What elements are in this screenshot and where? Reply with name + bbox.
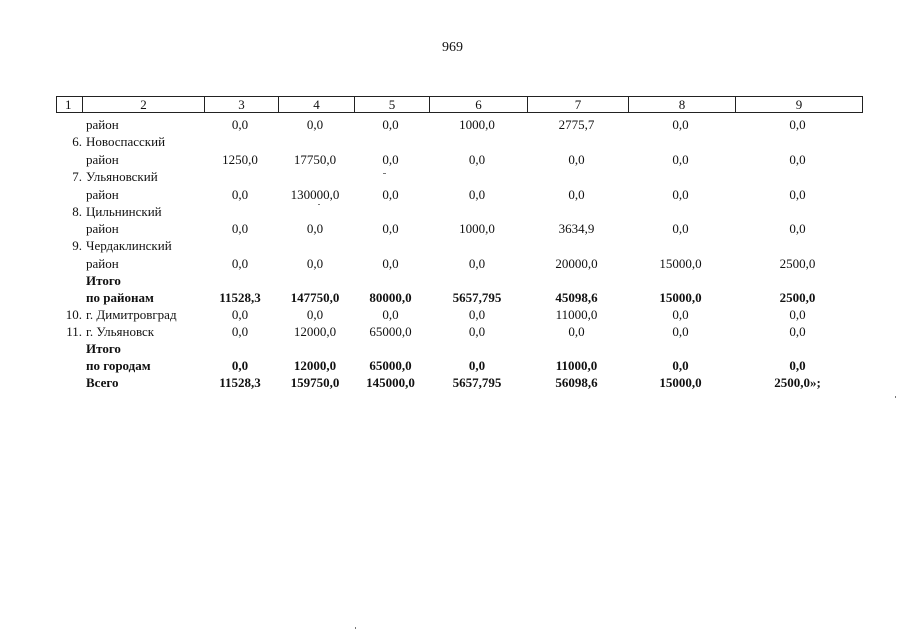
- cell-col-9: 2500,0: [779, 256, 816, 271]
- cell-col-4: 0,0: [306, 307, 324, 322]
- table-row: [0, 220, 905, 237]
- cell-col-7: 20000,0: [555, 256, 598, 271]
- cell-col-5: 65000,0: [369, 324, 412, 339]
- cell-col-8: 0,0: [672, 324, 689, 339]
- cell-col-9: 0,0: [789, 152, 806, 167]
- cell-col-6: 1000,0: [459, 221, 495, 236]
- header-col-1: 1: [65, 97, 72, 112]
- cell-col-9: 0,0: [789, 307, 806, 322]
- table-row: [0, 323, 905, 340]
- cell-col-3: 0,0: [231, 307, 249, 322]
- scan-speck: [355, 627, 356, 629]
- table-row: [0, 237, 905, 254]
- cell-col-6: 0,0: [468, 256, 486, 271]
- cell-col-5: 0,0: [382, 256, 399, 271]
- cell-col-4: 0,0: [306, 117, 324, 132]
- cell-col-9: 0,0: [789, 358, 806, 373]
- cell-col-7: 11000,0: [555, 358, 598, 373]
- cell-col-8: 0,0: [672, 117, 689, 132]
- cell-col-6: 0,0: [468, 187, 486, 202]
- cell-col-4: 130000,0: [290, 187, 340, 202]
- cell-col-8: 0,0: [672, 152, 689, 167]
- cell-col-4: 17750,0: [293, 152, 337, 167]
- cell-col-6: 5657,795: [452, 290, 502, 305]
- cell-col-7: 11000,0: [555, 307, 598, 322]
- table-row: [0, 133, 905, 150]
- cell-col-3: 0,0: [231, 256, 249, 271]
- row-number: 8.: [72, 204, 82, 219]
- table-row: [0, 272, 905, 289]
- row-name: район: [86, 187, 119, 202]
- table-row: [0, 168, 905, 185]
- header-col-3: 3: [204, 97, 278, 112]
- cell-col-9: 0,0: [789, 117, 806, 132]
- cell-col-8: 15000,0: [659, 290, 702, 305]
- row-name: район: [86, 256, 119, 271]
- row-name: район: [86, 117, 119, 132]
- header-col-5: 5: [354, 97, 429, 112]
- header-col-6: 6: [429, 97, 527, 112]
- cell-col-3: 1250,0: [222, 152, 258, 167]
- row-name: г. Димитровград: [86, 307, 177, 322]
- row-name: по районам: [86, 290, 154, 305]
- table-header: [56, 96, 863, 113]
- cell-col-8: 0,0: [672, 187, 689, 202]
- row-name: Новоспасский: [86, 134, 166, 149]
- cell-col-8: 15000,0: [659, 375, 702, 390]
- header-col-2: 2: [82, 97, 204, 112]
- subtotal-row-districts: [0, 289, 905, 306]
- table-row: [0, 186, 905, 203]
- subtotal-label: Итого: [86, 273, 121, 288]
- grand-total-row: [0, 374, 905, 391]
- table-row: [0, 203, 905, 220]
- cell-col-7: 3634,9: [558, 221, 595, 236]
- cell-col-4: 147750,0: [290, 290, 340, 305]
- cell-col-8: 0,0: [672, 358, 689, 373]
- row-name: район: [86, 221, 119, 236]
- cell-col-7: 0,0: [568, 324, 585, 339]
- cell-col-7: 0,0: [568, 152, 585, 167]
- row-name: г. Ульяновск: [86, 324, 155, 339]
- cell-col-4: 159750,0: [290, 375, 340, 390]
- header-col-8: 8: [628, 97, 735, 112]
- cell-col-6: 0,0: [468, 307, 486, 322]
- cell-col-3: 11528,3: [219, 290, 261, 305]
- cell-col-4: 12000,0: [293, 358, 337, 373]
- cell-col-6: 0,0: [468, 324, 486, 339]
- page-number: 969: [442, 40, 463, 55]
- header-col-7: 7: [527, 97, 628, 112]
- row-number: 7.: [72, 169, 82, 184]
- cell-col-3: 11528,3: [219, 375, 261, 390]
- cell-col-7: 0,0: [568, 187, 585, 202]
- cell-col-3: 0,0: [231, 187, 249, 202]
- cell-col-3: 0,0: [231, 117, 249, 132]
- cell-col-7: 56098,6: [555, 375, 598, 390]
- cell-col-5: 0,0: [382, 307, 399, 322]
- cell-col-6: 5657,795: [452, 375, 502, 390]
- cell-col-5: 80000,0: [369, 290, 412, 305]
- table-row: [0, 340, 905, 357]
- cell-col-5: 65000,0: [369, 358, 412, 373]
- row-name: район: [86, 152, 119, 167]
- subtotal-row-cities: [0, 357, 905, 374]
- row-name: Чердаклинский: [86, 238, 172, 253]
- cell-col-5: 0,0: [382, 117, 399, 132]
- cell-col-4: 12000,0: [293, 324, 337, 339]
- table-row: [0, 116, 905, 133]
- row-number: 11.: [66, 324, 82, 339]
- scan-speck: [318, 204, 320, 205]
- row-number: 9.: [72, 238, 82, 253]
- cell-col-7: 2775,7: [558, 117, 595, 132]
- scan-speck: [383, 173, 386, 174]
- cell-col-5: 145000,0: [366, 375, 415, 390]
- cell-col-3: 0,0: [231, 358, 249, 373]
- cell-col-8: 0,0: [672, 307, 689, 322]
- cell-col-7: 45098,6: [555, 290, 598, 305]
- table-row: [0, 255, 905, 272]
- cell-col-9: 0,0: [789, 324, 806, 339]
- header-col-9: 9: [735, 97, 862, 112]
- cell-col-5: 0,0: [382, 152, 399, 167]
- table-row: [0, 306, 905, 323]
- row-number: 10.: [65, 307, 82, 322]
- cell-col-6: 0,0: [468, 358, 486, 373]
- cell-col-6: 1000,0: [459, 117, 495, 132]
- cell-col-5: 0,0: [382, 221, 399, 236]
- row-name: Ульяновский: [86, 169, 158, 184]
- cell-col-9: 0,0: [789, 221, 806, 236]
- cell-col-3: 0,0: [231, 324, 249, 339]
- cell-col-9: 0,0: [789, 187, 806, 202]
- row-name: по городам: [86, 358, 151, 373]
- row-number: 6.: [72, 134, 82, 149]
- subtotal-label: Итого: [86, 341, 121, 356]
- header-col-4: 4: [278, 97, 354, 112]
- cell-col-9: 2500,0: [779, 290, 816, 305]
- cell-col-4: 0,0: [306, 256, 324, 271]
- cell-col-6: 0,0: [468, 152, 486, 167]
- cell-col-8: 0,0: [672, 221, 689, 236]
- row-name: Всего: [86, 375, 119, 390]
- table-row: [0, 151, 905, 168]
- cell-col-4: 0,0: [306, 221, 324, 236]
- cell-col-3: 0,0: [231, 221, 249, 236]
- cell-col-9: 2500,0»;: [774, 375, 821, 390]
- cell-col-8: 15000,0: [659, 256, 702, 271]
- cell-col-5: 0,0: [382, 187, 399, 202]
- scan-speck: [895, 396, 896, 398]
- row-name: Цильнинский: [86, 204, 162, 219]
